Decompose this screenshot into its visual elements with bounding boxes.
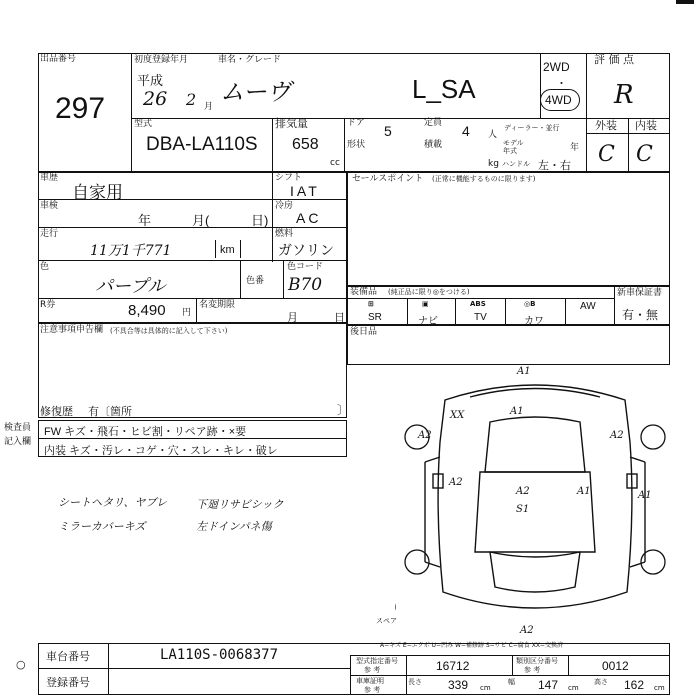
equip-tv-icon: ABS (470, 300, 486, 308)
spec-label-1: 型式指定番号 (356, 657, 398, 665)
corner-mark (676, 0, 694, 4)
handwritten-note-1: シートヘタリ、ヤブレ (58, 496, 168, 509)
title-deadline-day: 日 (334, 312, 345, 324)
sales-point-hint: (正常に機能するものに限ります) (432, 175, 536, 183)
shift-value: IAT (290, 183, 320, 199)
lot-number: 297 (55, 92, 106, 125)
reg-month: 2 (186, 90, 197, 109)
inspection-year: 年 (138, 213, 152, 228)
model-label: 型式 (134, 119, 153, 129)
disp-unit: cc (330, 158, 340, 168)
mileage-value: 11万1千771 (90, 243, 172, 259)
damage-code: A1 (517, 366, 531, 377)
inspection-day: 日) (251, 213, 269, 228)
mileage-unit: km (220, 244, 235, 256)
equip-leather: カワ (524, 316, 544, 327)
damage-code: XX (450, 410, 465, 421)
damage-code: A1 (638, 490, 652, 501)
equip-navi: ナビ (418, 316, 438, 327)
dim-label-2: 参 考 (364, 686, 381, 694)
equipment-hint: (純正品に限り◎をつける) (388, 288, 470, 296)
interior-value: C (636, 142, 653, 167)
disp-value: 658 (292, 136, 319, 153)
wheel-fr (641, 425, 665, 449)
load-label: 積載 (424, 140, 443, 150)
back-items-label: 後日品 (350, 327, 378, 337)
model-year-label-1: モデル (503, 139, 524, 147)
month-unit: 月 (204, 102, 214, 112)
recycle-value: 8,490 (128, 302, 166, 319)
class-label-1: 類別区分番号 (516, 657, 558, 665)
class-label-2: 参 考 (524, 666, 541, 674)
width-unit: cm (568, 684, 579, 692)
history-value: 自家用 (72, 183, 123, 202)
drive-dot: ・ (556, 78, 567, 90)
damage-legend: A−キズ E−エクボ U−凹み W−補修跡 S−サビ C−腐食 XX−交換済 (380, 642, 563, 649)
back-items-section (347, 325, 670, 365)
class-value: 0012 (602, 659, 629, 673)
doors-value: 5 (384, 123, 392, 139)
model-value: DBA-LA110S (146, 134, 258, 155)
equip-sr: SR (368, 312, 382, 323)
inspector-row-2: 内装 キズ・汚レ・コゲ・穴・スレ・キレ・破レ (44, 445, 278, 457)
aircon-label: 冷房 (275, 201, 294, 211)
color-code-value: B70 (288, 275, 323, 295)
header-section (38, 53, 670, 172)
dealer-label: ディーラー・並行 (504, 124, 560, 132)
length-unit: cm (480, 684, 491, 692)
handle-value: 左・右 (538, 160, 571, 172)
warranty-label: 新車保証書 (617, 288, 663, 298)
disp-label: 排気量 (275, 117, 308, 130)
equip-navi-icon: ▣ (422, 300, 429, 308)
shape-label: 形状 (347, 140, 366, 150)
history-label: 車歴 (40, 173, 59, 183)
width-value: 147 (538, 678, 559, 692)
first-reg-label: 初度登録年月 (134, 55, 189, 65)
drive-4wd: 4WD (545, 93, 572, 107)
doors-label: ドア (347, 118, 365, 128)
spec-value: 16712 (436, 659, 470, 673)
color-value: パープル (95, 276, 166, 297)
dim-label-1: 車庫証明 (356, 677, 384, 685)
damage-code: A2 (520, 625, 534, 636)
handwritten-note-2: ミラーカバーキズ (58, 520, 146, 533)
title-deadline-month: 月 (287, 312, 298, 324)
car-name: ムーヴ (220, 78, 291, 106)
spec-label-2: 参 考 (364, 666, 381, 674)
model-year-unit: 年 (570, 143, 580, 153)
height-value: 162 (624, 678, 645, 692)
spare-label: スペア (376, 617, 397, 625)
exterior-value: C (598, 142, 615, 167)
inspection-month: 月( (192, 213, 210, 228)
damage-code: A2 (418, 430, 432, 441)
load-unit: kg (488, 159, 499, 169)
repair-value: 有〔箇所 (88, 406, 132, 418)
inspector-label-2: 記入欄 (4, 437, 32, 447)
notes-hint: (不具合等は具体的に記入して下さい) (110, 327, 228, 335)
era-label: 平成 (137, 73, 164, 88)
car-damage-diagram (395, 362, 675, 642)
width-label: 幅 (508, 678, 515, 686)
repair-close: 〕 (337, 403, 350, 417)
drive-2wd: 2WD (543, 60, 570, 74)
warranty-value: 有・無 (622, 308, 659, 322)
eval-label: 評 価 点 (594, 53, 634, 66)
equipment-label: 装備品 (350, 287, 378, 297)
equip-sr-icon: ⊞ (368, 300, 374, 308)
equip-aw: AW (580, 301, 596, 312)
title-deadline-label: 名変期限 (199, 300, 236, 310)
capacity-value: 4 (462, 123, 470, 139)
damage-code: A2 (449, 477, 463, 488)
handwritten-note-4: 左ドインパネ傷 (196, 520, 272, 533)
inspector-label-1: 検査員 (4, 423, 32, 433)
notes-label: 注意事項申告欄 (40, 325, 104, 335)
inspector-row-1: FW キズ・飛石・ヒビ割・リペア跡・×要 (44, 426, 247, 438)
damage-code: A2 (516, 486, 530, 497)
height-label: 高さ (594, 678, 608, 686)
length-value: 339 (448, 678, 469, 692)
height-unit: cm (654, 684, 665, 692)
sales-point-label: セールスポイント (352, 174, 424, 184)
chassis-value: LA110S-0068377 (160, 647, 279, 663)
equip-leather-icon: ◎B (524, 300, 536, 308)
handwritten-note-3: 下廻リサビシック (196, 498, 284, 511)
sales-point-section (347, 172, 670, 286)
color-code-label: 色コード (287, 262, 324, 272)
capacity-unit: 人 (488, 130, 498, 140)
mileage-label: 走行 (40, 229, 59, 239)
aircon-value: AC (296, 210, 322, 226)
car-name-label: 車名・グレード (218, 55, 282, 65)
repair-label: 修復歴 (40, 406, 73, 418)
exterior-label: 外装 (595, 119, 617, 132)
lot-label: 出品番号 (40, 54, 77, 64)
damage-code: A2 (610, 430, 624, 441)
damage-code: A1 (510, 406, 524, 417)
fuel-value: ガソリン (278, 242, 334, 258)
footer-bullet: ○ (16, 658, 26, 671)
length-label: 長さ (408, 678, 422, 686)
capacity-label: 定員 (424, 118, 443, 128)
eval-value: R (614, 80, 634, 110)
reg-year: 26 (143, 88, 168, 110)
recycle-label: R券 (40, 300, 56, 310)
notes-section (38, 323, 350, 418)
color-label: 色 (40, 262, 50, 272)
interior-label: 内装 (635, 119, 657, 132)
grade: L_SA (412, 74, 476, 104)
reg-no-label: 登録番号 (46, 677, 90, 689)
handle-label: ハンドル (502, 160, 530, 168)
color-no-label: 色番 (246, 276, 265, 286)
shift-label: シフト (275, 173, 303, 183)
chassis-label: 車台番号 (46, 651, 90, 663)
equip-tv: TV (474, 312, 487, 323)
model-year-label-2: 年式 (503, 147, 517, 155)
damage-code: A1 (577, 486, 591, 497)
damage-code: S1 (516, 504, 530, 515)
inspection-label: 車検 (40, 201, 59, 211)
fuel-label: 燃料 (275, 229, 294, 239)
recycle-unit: 円 (182, 308, 192, 318)
